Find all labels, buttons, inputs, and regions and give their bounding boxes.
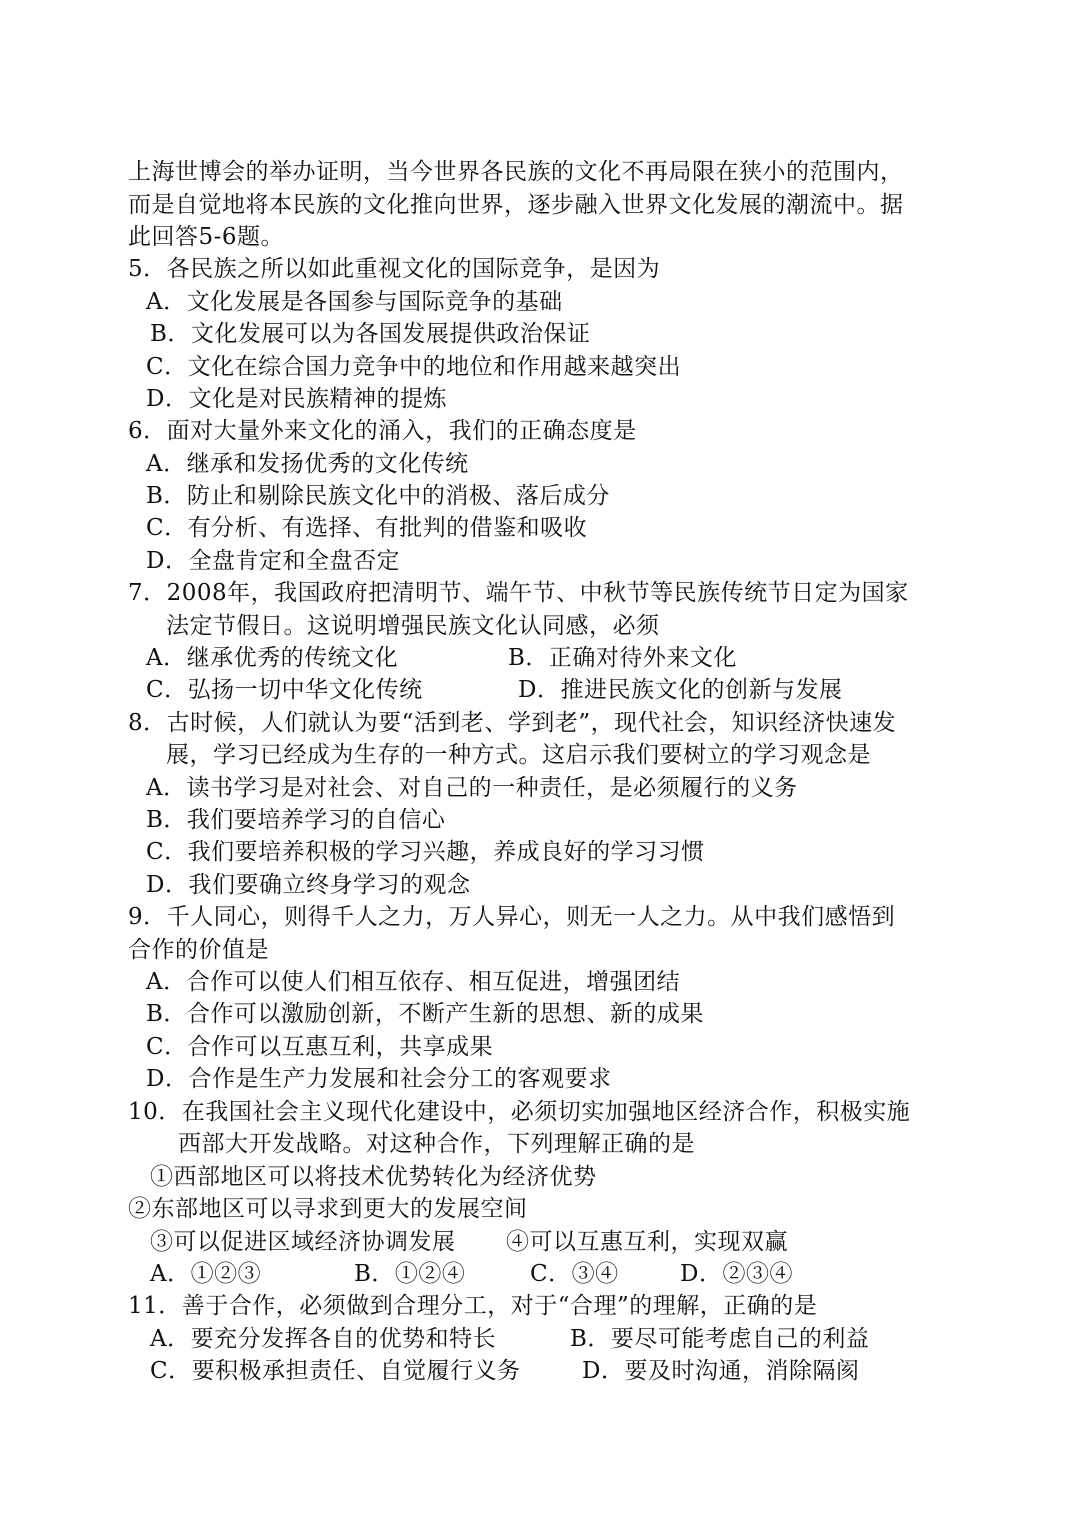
question-10-stem-line-1: 10．在我国社会主义现代化建设中，必须切实加强地区经济合作，积极实施: [128, 1099, 911, 1125]
question-9-option-d: D．合作是生产力发展和社会分工的客观要求: [146, 1066, 612, 1092]
question-9-stem-line-2: 合作的价值是: [128, 937, 269, 963]
question-11-stem: 11．善于合作，必须做到合理分工，对于“合理”的理解，正确的是: [128, 1293, 818, 1319]
question-10-statement-3: ③可以促进区域经济协调发展: [150, 1229, 456, 1255]
question-8-option-a: A．读书学习是对社会、对自己的一种责任，是必须履行的义务: [146, 775, 798, 801]
question-11-option-d: D．要及时沟通，消除隔阂: [582, 1358, 860, 1384]
question-8-option-d: D．我们要确立终身学习的观念: [146, 872, 471, 898]
question-6-option-a: A．继承和发扬优秀的文化传统: [146, 451, 469, 477]
question-7-option-c: C．弘扬一切中华文化传统: [146, 677, 423, 703]
question-5-option-a: A．文化发展是各国参与国际竞争的基础: [146, 289, 563, 315]
question-6-option-b: B．防止和剔除民族文化中的消极、落后成分: [146, 483, 610, 509]
question-10-statement-1: ①西部地区可以将技术优势转化为经济优势: [150, 1164, 597, 1190]
question-9-option-a: A．合作可以使人们相互依存、相互促进，增强团结: [146, 969, 681, 995]
question-5-option-b: B．文化发展可以为各国发展提供政治保证: [150, 321, 591, 347]
question-8-stem-line-2: 展，学习已经成为生存的一种方式。这启示我们要树立的学习观念是: [166, 742, 871, 768]
question-9-option-b: B．合作可以激励创新，不断产生新的思想、新的成果: [146, 1001, 704, 1027]
question-10-stem-line-2: 西部大开发战略。对这种合作，下列理解正确的是: [178, 1131, 695, 1157]
question-11-option-b: B．要尽可能考虑自己的利益: [570, 1326, 870, 1352]
question-10-statement-2: ②东部地区可以寻求到更大的发展空间: [128, 1196, 528, 1222]
question-5-option-d: D．文化是对民族精神的提炼: [146, 386, 447, 412]
question-5-option-c: C．文化在综合国力竞争中的地位和作用越来越突出: [146, 354, 682, 380]
question-6-option-c: C．有分析、有选择、有批判的借鉴和吸收: [146, 515, 588, 541]
question-9-option-c: C．合作可以互惠互利，共享成果: [146, 1034, 494, 1060]
question-7-option-a: A．继承优秀的传统文化: [146, 645, 399, 671]
question-6-option-d: D．全盘肯定和全盘否定: [146, 548, 400, 574]
intro-line-2: 而是自觉地将本民族的文化推向世界，逐步融入世界文化发展的潮流中。据: [128, 192, 904, 218]
question-9-stem-line-1: 9．千人同心，则得千人之力，万人异心，则无一人之力。从中我们感悟到: [128, 904, 896, 930]
question-10-option-b: B．①②④: [354, 1261, 466, 1287]
question-6-stem: 6．面对大量外来文化的涌入，我们的正确态度是: [128, 418, 637, 444]
question-7-option-d: D．推进民族文化的创新与发展: [518, 677, 843, 703]
intro-line-1: 上海世博会的举办证明，当今世界各民族的文化不再局限在狭小的范围内，: [128, 159, 904, 185]
question-7-stem-line-2: 法定节假日。这说明增强民族文化认同感，必须: [166, 613, 660, 639]
question-8-option-b: B．我们要培养学习的自信心: [146, 807, 446, 833]
question-10-option-d: D．②③④: [680, 1261, 793, 1287]
question-11-option-c: C．要积极承担责任、自觉履行义务: [150, 1358, 521, 1384]
question-8-option-c: C．我们要培养积极的学习兴趣，养成良好的学习习惯: [146, 839, 705, 865]
question-8-stem-line-1: 8．古时候，人们就认为要“活到老、学到老”，现代社会，知识经济快速发: [128, 710, 897, 736]
question-7-stem-line-1: 7．2008年，我国政府把清明节、端午节、中秋节等民族传统节日定为国家: [128, 580, 909, 606]
question-10-option-c: C．③④: [530, 1261, 619, 1287]
question-5-stem: 5．各民族之所以如此重视文化的国际竞争，是因为: [128, 256, 661, 282]
question-10-statement-4: ④可以互惠互利，实现双赢: [506, 1229, 788, 1255]
intro-line-3: 此回答5-6题。: [128, 224, 285, 250]
question-11-option-a: A．要充分发挥各自的优势和特长: [150, 1326, 497, 1352]
question-10-option-a: A．①②③: [150, 1261, 262, 1287]
question-7-option-b: B．正确对待外来文化: [508, 645, 737, 671]
